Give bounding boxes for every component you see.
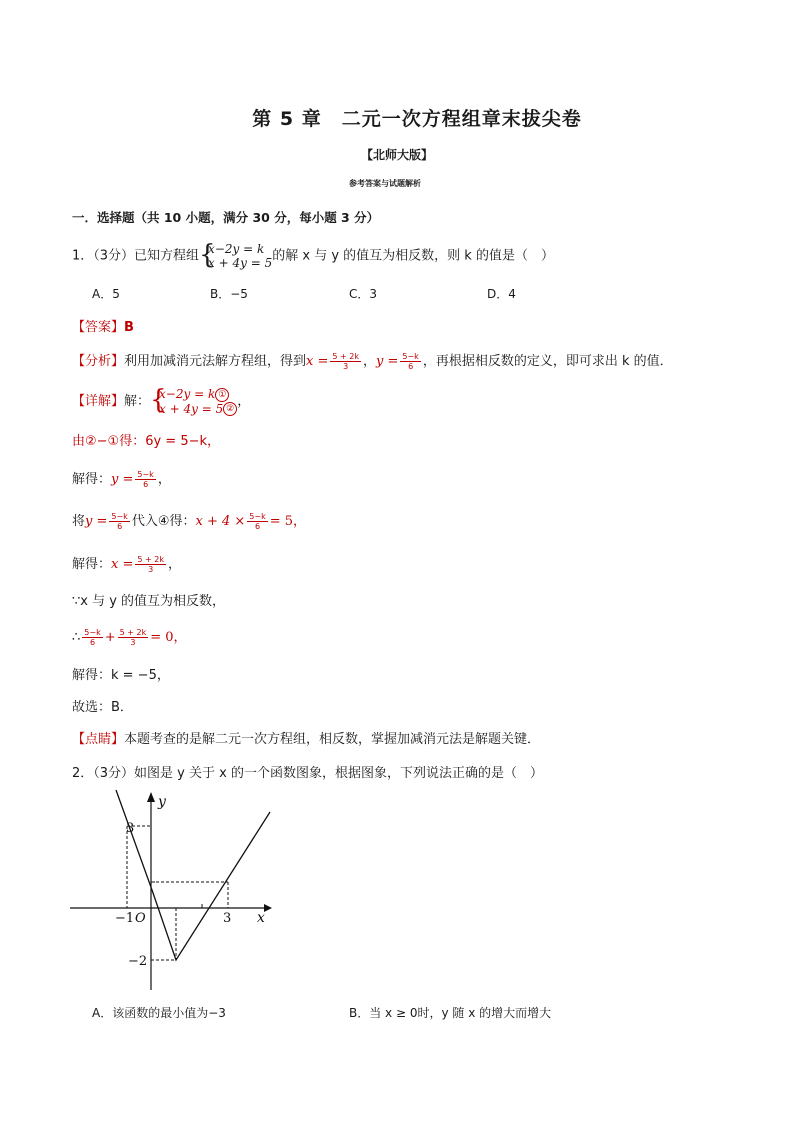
step-6-lead: ∴ [72,630,81,645]
answer-tag: 【答案】 [72,320,125,335]
function-graph [68,782,278,994]
detail-equation-2: x + 4y = 5 [159,401,224,416]
x-axis-arrow [264,904,272,912]
q2-option-b: B．当 x ≥ 0时，y 随 x 的增大而增大 [349,1006,552,1020]
origin-label: O [135,911,146,926]
analysis-line [72,350,673,371]
question-1 [72,242,554,270]
question-2: 2．（3分）如图是 y 关于 x 的一个函数图象，根据图象，下列说法正确的是（ ） [72,766,543,781]
equation-system [199,242,272,270]
detail-equation-1: x−2y = k [159,387,216,401]
fraction-denominator: 3 [148,565,154,574]
step-1: 由②−①得：6y = 5−k， [72,434,221,449]
fraction-x [330,352,361,371]
fraction-denominator: 3 [343,362,349,371]
step-3-y: y = [85,514,108,529]
fraction-numerator: 5−k [249,512,266,521]
section-heading: 一．选择题（共 10 小题，满分 30 分，每小题 3 分） [72,210,380,225]
analysis-sep: ， [363,354,377,369]
analysis-x: x = [306,354,329,369]
brace-symbol: { [199,240,216,270]
step-3-eq: x + 4 × [195,514,246,529]
x-tick-label-neg1: −1 [115,911,135,926]
y-tick-label-3: 3 [126,821,135,836]
fraction-denominator: 6 [89,638,96,647]
fraction-step-4 [135,555,166,574]
step-8: 故选：B． [72,700,133,715]
fraction-denominator: 6 [254,522,261,531]
x-axis-label: x [257,910,265,926]
step-2-lead: 解得： [72,472,112,487]
fraction-numerator: 5 + 2k [119,628,147,637]
analysis-tag: 【分析】 [72,354,125,369]
fraction-denominator: 3 [130,638,136,647]
step-3-end: = 5， [269,514,307,529]
step-6-end: = 0， [150,630,187,645]
fraction-step-2 [135,470,155,489]
comment-text: 本题考查的是解二元一次方程组，相反数，掌握加减消元法是解题关键． [124,732,541,747]
comment-line [72,728,540,747]
equation-2: x + 4y = 5 [208,256,273,270]
fraction-step-6b [118,628,149,647]
fraction-numerator: 5−k [84,628,101,637]
step-4-end: ， [167,557,181,572]
y-axis-arrow [147,792,155,802]
fraction-numerator: 5−k [402,352,419,361]
circled-number-1: ① [215,388,229,402]
fraction-denominator: 6 [117,522,123,531]
fraction-numerator: 5 + 2k [137,555,164,564]
step-3-lead: 将 [72,514,86,529]
step-7: 解得：k = −5， [72,668,170,683]
detail-tag: 【详解】 [72,394,125,409]
option-d: D．4 [487,287,516,301]
fraction-denominator: 6 [408,362,414,371]
fraction-numerator: 5 + 2k [332,352,359,361]
x-tick-label-3: 3 [223,911,232,926]
step-3 [72,510,306,531]
y-axis-label: y [158,794,166,810]
option-a: A．5 [92,287,120,301]
step-2-end: ， [157,472,171,487]
step-2-eq: y = [111,472,134,487]
fraction-denominator: 6 [143,480,149,489]
q2-option-a: A．该函数的最小值为−3 [92,1006,226,1020]
comment-tag: 【点睛】 [72,732,125,747]
circled-number-2: ② [223,402,237,416]
analysis-end: ，再根据相反数的定义，即可求出 k 的值． [422,354,673,369]
step-2 [72,468,171,489]
fraction-step-3b [247,512,267,531]
analysis-y: y = [376,354,399,369]
equation-1: x−2y = k [208,242,265,256]
detail-comma: ， [237,394,251,409]
step-4 [72,553,181,574]
fraction-numerator: 5−k [137,470,154,479]
step-6 [72,626,187,647]
analysis-text: 利用加减消元法解方程组，得到 [124,354,307,369]
step-5: ∵x 与 y 的值互为相反数， [72,594,226,609]
fraction-step-6a [82,628,102,647]
edition-label: 【北师大版】 [360,148,433,162]
detail-equation-system [150,387,237,416]
page-title: 第 5 章 二元一次方程组章末拔尖卷 [252,108,582,130]
question-1-text: 的解 x 与 y 的值互为相反数，则 k 的值是（ ） [272,248,554,264]
fraction-step-3a [109,512,129,531]
option-b: B．−5 [210,287,248,301]
brace-symbol: { [150,385,167,415]
fraction-y [400,352,420,371]
detail-lead: 解： [124,394,151,409]
step-4-lead: 解得： [72,557,112,572]
option-c: C．3 [349,287,378,301]
answer-line [72,316,134,335]
y-tick-label-neg2: −2 [128,954,148,969]
step-4-eq: x = [111,557,134,572]
step-6-plus: + [104,630,116,645]
question-1-number: 1．（3分）已知方程组 [72,248,200,264]
answer-value: B [124,320,134,335]
detail-line [72,387,250,416]
function-curve [116,790,270,960]
step-3-mid: 代入④得： [131,514,196,529]
fraction-numerator: 5−k [111,512,128,521]
answer-caption: 参考答案与试题解析 [349,179,421,188]
